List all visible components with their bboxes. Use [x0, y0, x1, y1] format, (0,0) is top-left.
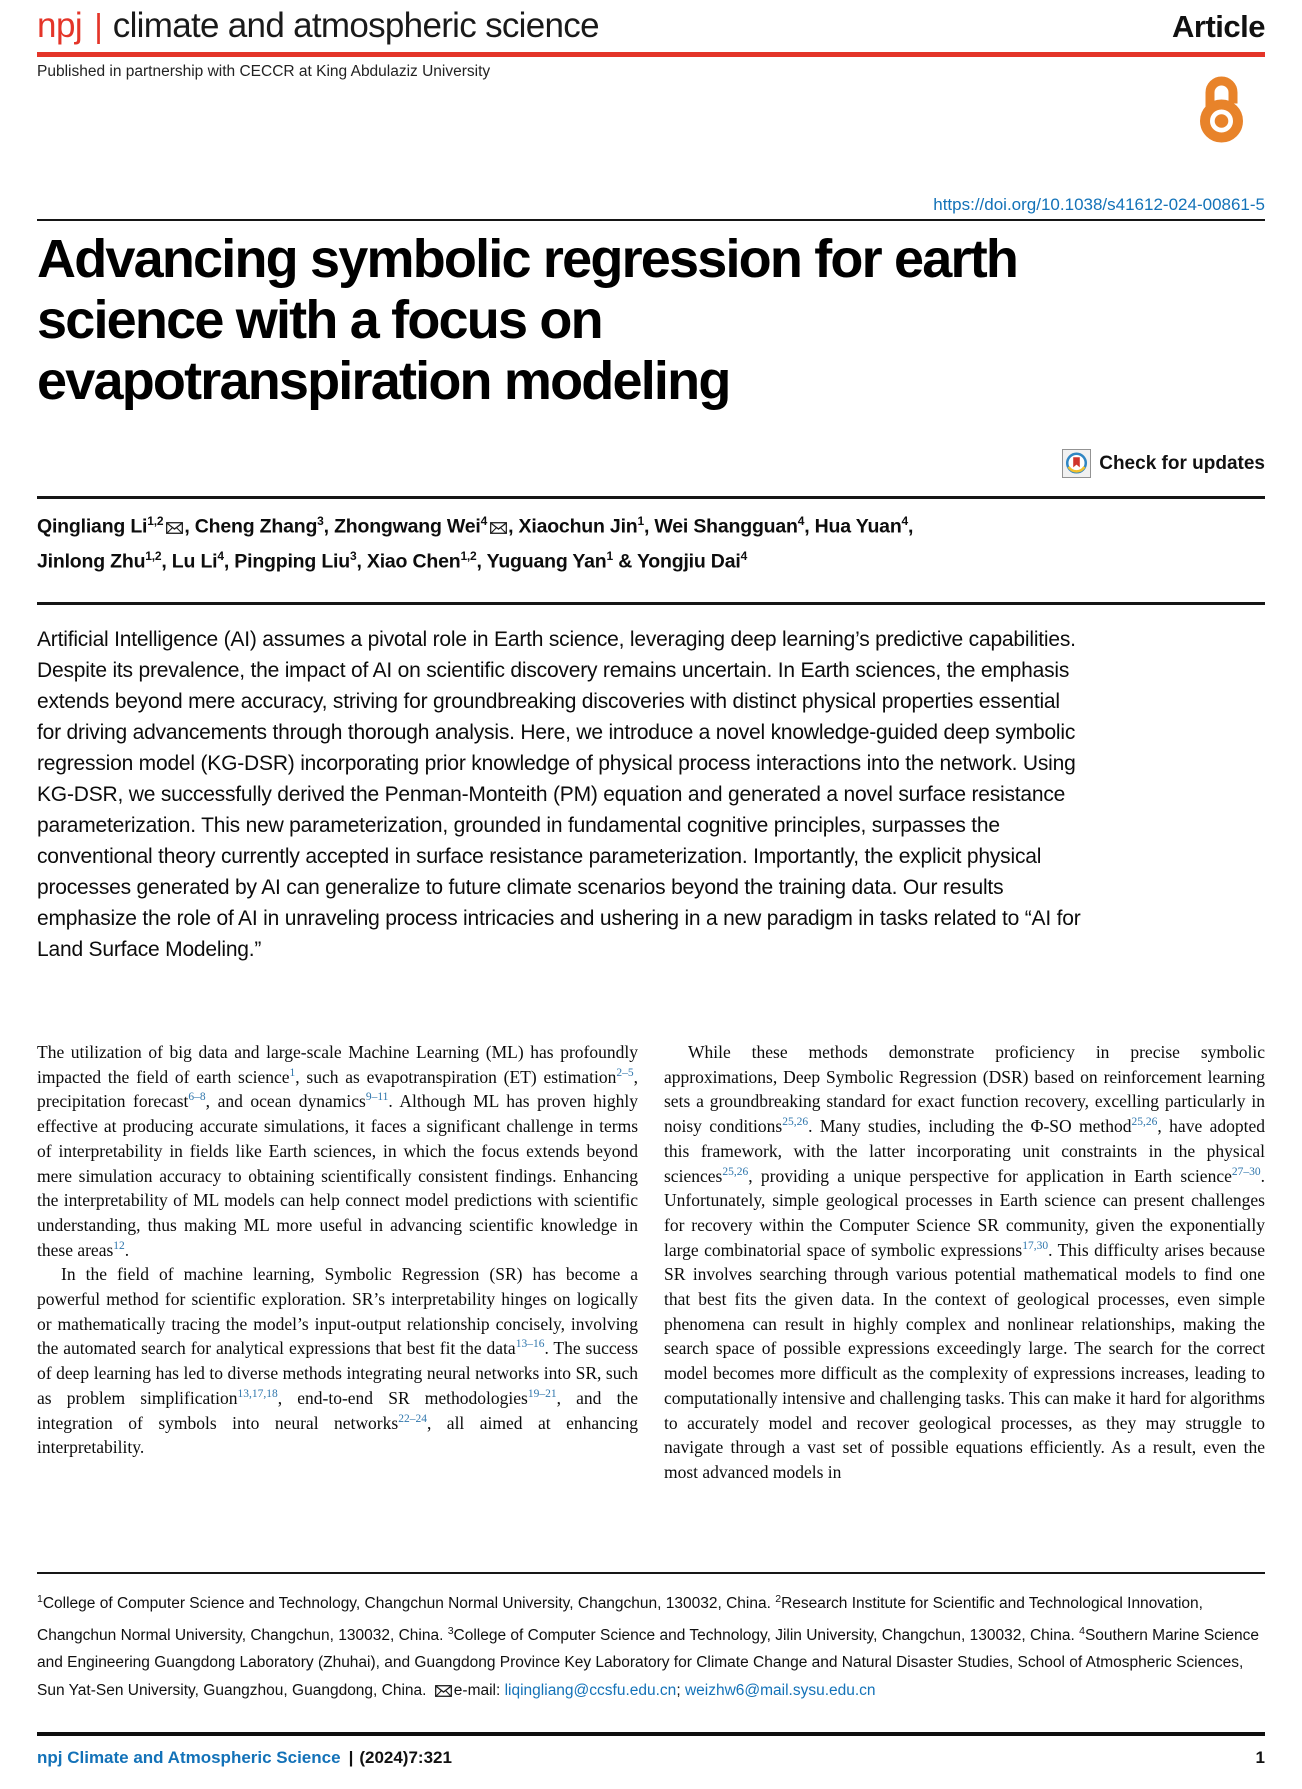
title-line-3: evapotranspiration modeling	[37, 351, 730, 411]
affiliation-superscript: 1	[637, 514, 644, 528]
abstract-text: Artificial Intelligence (AI) assumes a pivotal role in Earth science, leveraging deep learning’s predictive capabilities. Despite its prevalence, the impact of AI on scientific discovery remains uncertain. In Earth sciences, the emphasis extends beyond mere accuracy, striving for groundbreaking discoveries with distinct physical properties essential for driving advancements through thorough analysis. Here, we introduce a novel knowledge-guided deep symbolic regression model (KG-DSR) incorporating prior knowledge of physical process interactions into the network. Using KG-DSR, we successfully derived the Penman-Monteith (PM) equation and generated a novel surface resistance parameterization. This new parameterization, grounded in fundamental cognitive principles, surpasses the conventional theory currently accepted in surface resistance parameterization. Importantly, the explicit physical processes generated by AI can generalize to future climate scenarios beyond the training data. Our results emphasize the role of AI in unraveling process intricacies and ushering in a new paradigm in tasks related to “AI for Land Surface Modeling.”	[37, 628, 1081, 961]
reference-superscript[interactable]: 2–5	[616, 1066, 634, 1079]
page-footer	[37, 1748, 1265, 1768]
reference-superscript[interactable]: 17,30	[1022, 1239, 1049, 1252]
envelope-icon	[490, 522, 507, 534]
affiliation-superscript: 1	[606, 548, 613, 563]
doi-link[interactable]: https://doi.org/10.1038/s41612-024-00861-5	[933, 195, 1265, 214]
affiliation-superscript: 4	[901, 514, 909, 528]
reference-superscript[interactable]: 12	[113, 1239, 125, 1252]
reference-superscript[interactable]: 19–21	[527, 1388, 557, 1401]
affiliation-superscript: 3	[317, 514, 324, 528]
paragraph-intro-2: In the field of machine learning, Symbolic Regression (SR) has become a powerful method for scientific exploration. SR’s interpretability hinges on logically or mathematically tracing the model’s input-output relationship concisely, involving the automated search for analytical expressions that best fit the data$^{13-16}$. The success of deep learning has led to diverse methods integrating neural networks into SR, such as problem simplification$^{13,17,18}$, end-to-end SR methodologies$^{19-21}$, and the integration of symbols into neural networks$^{22-24}$, all aimed at enhancing interpretability.	[37, 1264, 639, 1458]
check-for-updates-icon	[1062, 449, 1091, 478]
reference-superscript[interactable]: 25,26	[782, 1116, 809, 1129]
footer-journal-link[interactable]: npj Climate and Atmospheric Science	[37, 1748, 341, 1767]
affiliation-superscript: 4	[740, 548, 748, 563]
footer-separator: |	[348, 1748, 354, 1767]
affiliation-superscript: 4	[1079, 1624, 1085, 1637]
affiliation-superscript: 3	[349, 548, 357, 563]
authors-divider-top	[37, 496, 1265, 499]
title-line-1: Advancing symbolic regression for earth	[37, 229, 1018, 289]
reference-superscript[interactable]: 6–8	[188, 1091, 206, 1104]
header-red-rule	[37, 52, 1265, 57]
journal-header	[37, 6, 1265, 46]
envelope-icon	[166, 522, 183, 534]
check-for-updates-label: Check for updates	[1099, 452, 1265, 474]
paragraph-intro-3: While these methods demonstrate proficiency in precise symbolic approximations, Deep Symbolic Regression (DSR) based on reinforcement learning sets a groundbreaking standard for exact function recovery, excelling particularly in noisy conditions$^{25,26}$. Many studies, including the Φ-SO method$^{25,26}$, have adopted this framework, with the latter incorporating unit constraints in the physical sciences$^{25,26}$, providing a unique perspective for application in Earth science$^{27-30}$. Unfortunately, simple geological processes in Earth science can present challenges for recovery within the Computer Science SR community, given the exponentially large combinatorial space of symbolic expressions$^{17,30}$. This difficulty arises because SR involves searching through various potential mathematical models to find one that best fits the given data. In the context of geological processes, even simple phenomena can result in highly complex and nonlinear relationships, making the search space of possible expressions exceedingly large. The search for the correct model becomes more difficult as the complexity of expressions increases, leading to computationally intensive and challenging tasks. This can make it hard for algorithms to accurately model and recover geological processes, as they may struggle to navigate through a vast set of possible equations efficiently. As a result, even the most advanced models in	[664, 1042, 1266, 1482]
journal-name: climate and atmospheric science	[112, 6, 599, 45]
npj-logo: npj	[37, 6, 83, 45]
email-link[interactable]: liqingliang@ccsfu.edu.cn	[504, 1681, 677, 1699]
affiliation-superscript: 4	[797, 514, 805, 528]
affiliation-superscript: 3	[447, 1624, 454, 1637]
page-title	[37, 229, 1157, 412]
paragraph-intro-1: The utilization of big data and large-scale Machine Learning (ML) has profoundly impacted the field of earth science$^1$, such as evapotranspiration (ET) estimation$^{2-5}$, precipitation forecast$^{6-8}$, and ocean dynamics$^{9-11}$. Although ML has proven highly effective at producing accurate simulations, it faces a significant challenge in terms of interpretability in fields like Earth sciences, in which the focus extends beyond mere simulation accuracy to obtaining scientifically consistent findings. Enhancing the interpretability of ML models can help connect model predictions with scientific understanding, thus making ML more useful in advancing scientific knowledge in these areas$^{12}$.	[37, 1042, 638, 1260]
article-type-label: Article	[1172, 9, 1265, 44]
author-line-1: Qingliang Li$^{1,2}$ , Cheng Zhang$^3$, Zhongwang Wei$^4$ , Xiaochun Jin$^1$, Wei Shangguan$^4$, Hua Yuan$^4$,	[37, 514, 914, 538]
reference-superscript[interactable]: 25,26	[722, 1165, 749, 1178]
affiliation-superscript: 1,2	[147, 514, 164, 528]
affiliation-superscript: 1	[37, 1593, 43, 1605]
reference-superscript[interactable]: 13,17,18	[237, 1388, 278, 1401]
email-link[interactable]: weizhw6@mail.sysu.edu.cn	[684, 1681, 876, 1699]
reference-superscript[interactable]: 1	[289, 1066, 296, 1079]
affiliation-superscript: 1,2	[460, 548, 477, 563]
open-access-icon	[1195, 70, 1247, 149]
reference-superscript[interactable]: 9–11	[365, 1091, 389, 1104]
affiliation-superscript: 2	[775, 1593, 782, 1605]
affiliations-footnote: $^1$College of Computer Science and Technology, Changchun Normal University, Changchun, 130032, China. $^2$Research Institute for Scientific and Technological Innovation, Changchun Normal University, Changchun, 130032, China. $^3$College of Computer Science and Technology, Jilin University, Changchun, 130032, China. $^4$Southern Marine Science and Engineering Guangdong Laboratory (Zhuhai), and Guangdong Province Key Laboratory for Climate Change and Natural Disaster Studies, School of Atmospheric Sciences, Sun Yat-Sen University, Guangzhou, Guangdong, China. e-mail: liqingliang@ccsfu.edu.cn; weizhw6@mail.sysu.edu.cn	[37, 1593, 1259, 1699]
reference-superscript[interactable]: 13–16	[515, 1338, 545, 1351]
doi-row	[933, 195, 1265, 215]
affiliation-superscript: 4	[217, 548, 224, 563]
reference-superscript[interactable]: 25,26	[1131, 1116, 1158, 1129]
check-for-updates-badge[interactable]	[1062, 449, 1265, 478]
reference-superscript[interactable]: 27–30	[1231, 1165, 1261, 1178]
brand-separator: |	[94, 7, 103, 44]
footnotes-divider	[37, 1572, 1265, 1574]
body-column-left	[37, 1040, 638, 1485]
body-columns	[37, 1040, 1265, 1485]
reference-superscript[interactable]: 22–24	[398, 1412, 427, 1425]
footer-citation: (2024)7:321	[359, 1748, 452, 1767]
abstract-divider-top	[37, 602, 1265, 605]
body-column-right	[664, 1040, 1265, 1485]
authors-block	[37, 507, 1265, 576]
partnership-line: Published in partnership with CECCR at King Abdulaziz University	[37, 63, 491, 80]
footer-divider	[37, 1732, 1265, 1736]
title-line-2: science with a focus on	[37, 290, 602, 350]
affiliation-superscript: 4	[480, 514, 488, 528]
footer-page-number: 1	[1255, 1748, 1265, 1767]
author-line-2: Jinlong Zhu$^{1,2}$, Lu Li$^4$, Pingping Liu$^3$, Xiao Chen$^{1,2}$, Yuguang Yan$^1$ & Yongjiu Dai$^4$	[37, 548, 748, 572]
title-divider	[37, 219, 1265, 221]
affiliation-superscript: 1,2	[145, 548, 162, 563]
envelope-icon	[435, 1685, 452, 1697]
